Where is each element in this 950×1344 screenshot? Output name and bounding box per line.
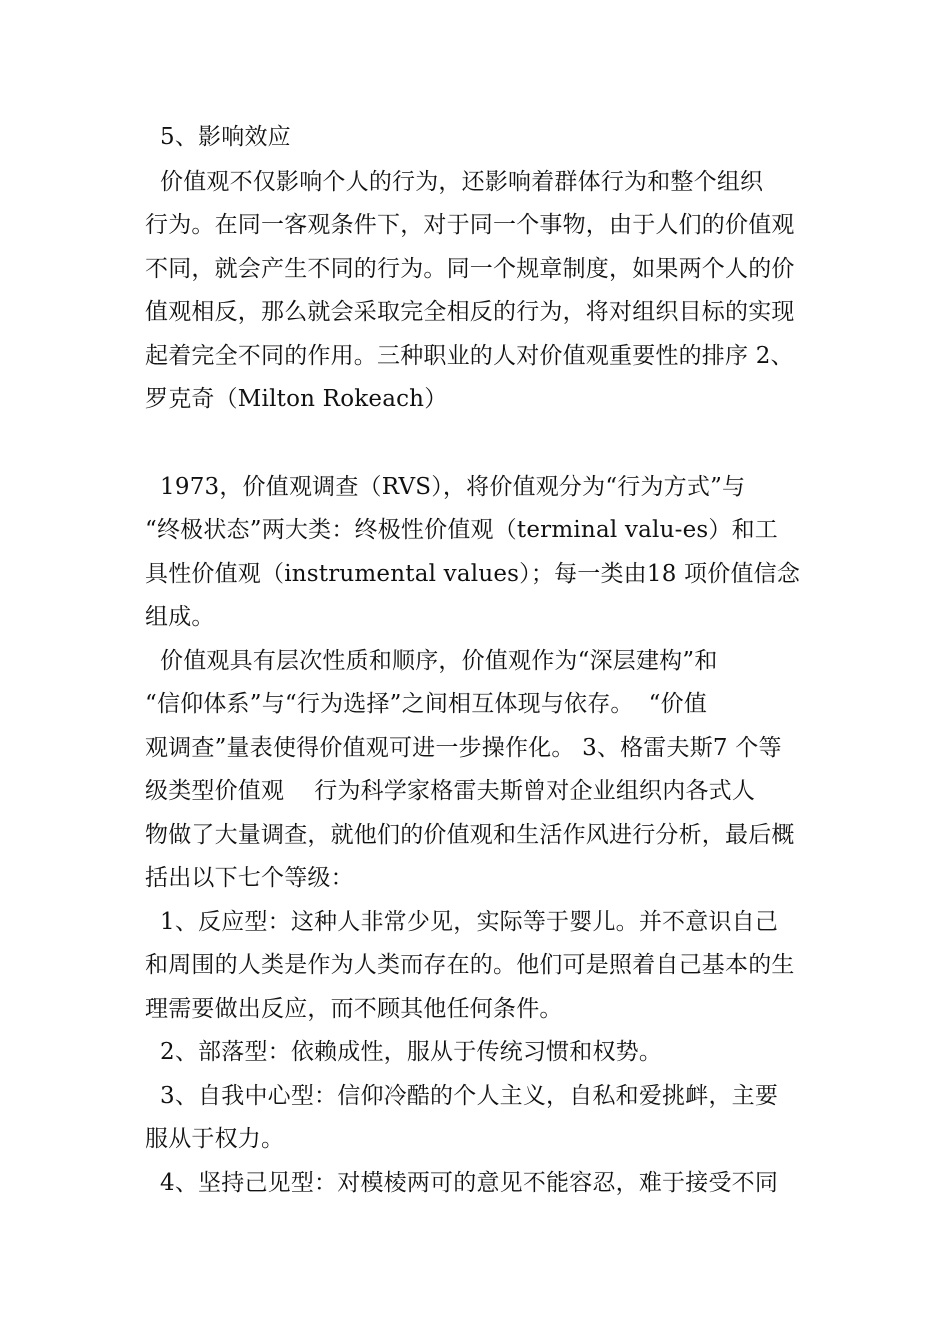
paragraph-line: 3、自我中心型：信仰冷酷的个人主义，自私和爱挑衅，主要 bbox=[145, 1083, 779, 1109]
paragraph-line: 组成。 bbox=[145, 604, 215, 630]
paragraph-line: 罗克奇（Milton Rokeach） bbox=[145, 386, 448, 412]
paragraph-line: 2、部落型：依赖成性，服从于传统习惯和权势。 bbox=[145, 1039, 663, 1065]
paragraph-line: 理需要做出反应，而不顾其他任何条件。 bbox=[145, 996, 563, 1022]
paragraph-line: 1、反应型：这种人非常少见，实际等于婴儿。并不意识自己 bbox=[145, 909, 779, 935]
paragraph-line: 观调查”量表使得价值观可进一步操作化。 3、格雷夫斯7 个等 bbox=[145, 735, 782, 761]
paragraph-line: 物做了大量调查，就他们的价值观和生活作风进行分析，最后概 bbox=[145, 822, 795, 848]
paragraph-line: “终极状态”两大类：终极性价值观（terminal valu-es）和工 bbox=[145, 517, 778, 543]
paragraph-line: 值观相反，那么就会采取完全相反的行为，将对组织目标的实现 bbox=[145, 299, 795, 325]
paragraph-line: 和周围的人类是作为人类而存在的。他们可是照着自己基本的生 bbox=[145, 952, 795, 978]
paragraph-line: 括出以下七个等级： bbox=[145, 865, 354, 891]
paragraph-line: 行为。在同一客观条件下，对于同一个事物，由于人们的价值观 bbox=[145, 212, 795, 238]
paragraph-line: 起着完全不同的作用。三种职业的人对价值观重要性的排序 2、 bbox=[145, 343, 794, 369]
paragraph-line: 服从于权力。 bbox=[145, 1126, 285, 1152]
paragraph-line: 1973，价值观调查（RVS），将价值观分为“行为方式”与 bbox=[145, 474, 746, 500]
paragraph-line: 价值观不仅影响个人的行为，还影响着群体行为和整个组织 bbox=[145, 169, 764, 195]
paragraph-line: 具性价值观（instrumental values）；每一类由18 项价值信念 bbox=[145, 561, 801, 587]
section-heading: 5、影响效应 bbox=[145, 124, 291, 150]
paragraph-line: “信仰体系”与“行为选择”之间相互体现与依存。 “价值 bbox=[145, 691, 708, 717]
paragraph-line: 不同，就会产生不同的行为。同一个规章制度，如果两个人的价 bbox=[145, 256, 795, 282]
paragraph-line: 4、坚持己见型：对模棱两可的意见不能容忍，难于接受不同 bbox=[145, 1170, 779, 1196]
paragraph-line: 价值观具有层次性质和顺序，价值观作为“深层建构”和 bbox=[145, 648, 718, 674]
paragraph-line: 级类型价值观 行为科学家格雷夫斯曾对企业组织内各式人 bbox=[145, 778, 756, 804]
